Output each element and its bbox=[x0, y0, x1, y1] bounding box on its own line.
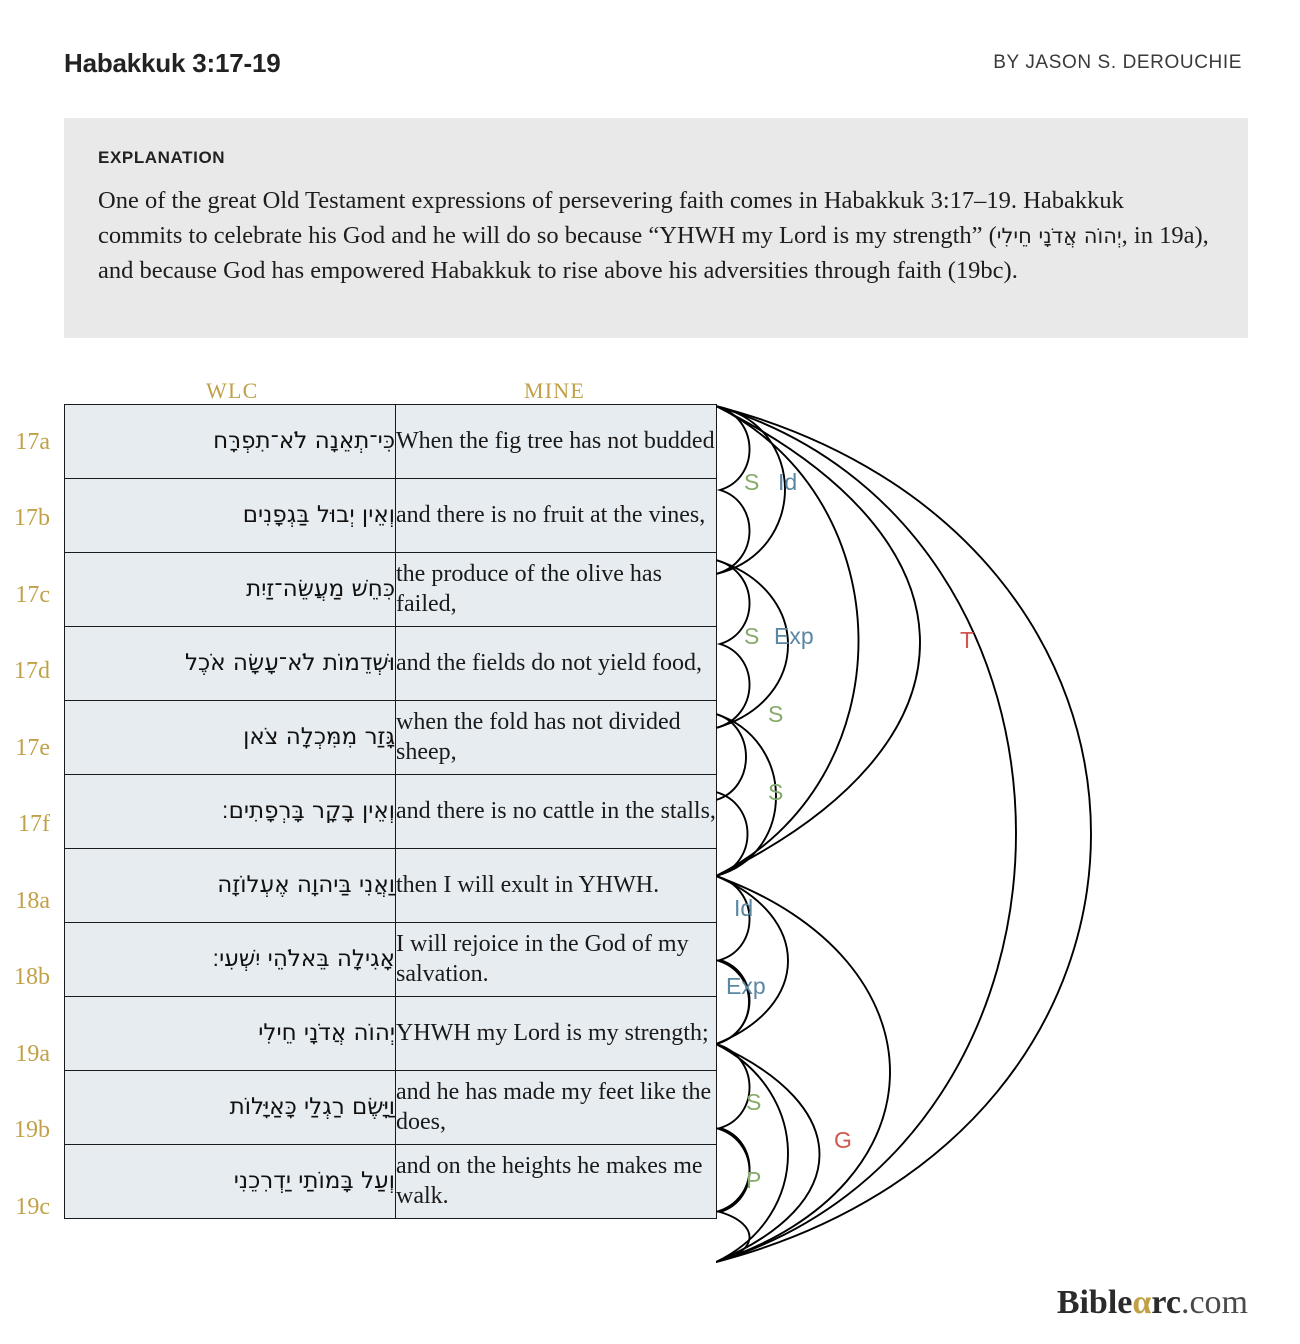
explanation-heading: EXPLANATION bbox=[98, 148, 226, 167]
arc-relation-label-s-17de: S bbox=[768, 701, 784, 727]
table-row bbox=[65, 775, 717, 849]
hebrew-text-cell: אָגִילָה בֵּאלֹהֵי יִשְׁעִי׃ bbox=[65, 923, 396, 997]
hebrew-text-cell: וּשְׁדֵמוֹת לֹא־עָשָׂה אֹכֶל bbox=[65, 627, 396, 701]
verse-reference-label: 17d bbox=[14, 658, 50, 685]
verse-reference-label: 19c bbox=[15, 1193, 50, 1220]
arc-label-group bbox=[726, 469, 974, 1193]
verse-table bbox=[64, 404, 717, 1219]
hebrew-text-cell: וַאֲנִי בַּיהוָה אֶעְלוֹזָה bbox=[65, 849, 396, 923]
english-translation-cell: When the fig tree has not budded bbox=[396, 405, 717, 479]
english-translation-cell: when the fold has not divided sheep, bbox=[396, 701, 717, 775]
explanation-hebrew-phrase: יְהוֹה אֲדֹנָי חֵילִי bbox=[996, 223, 1122, 248]
hebrew-text-cell: גָּזַר מִמִּכְלָה צֹאן bbox=[65, 701, 396, 775]
english-translation-cell: and the fields do not yield food, bbox=[396, 627, 717, 701]
hebrew-text-cell: כִּי־תְאֵנָה לֹא־תִפְרָּח bbox=[65, 405, 396, 479]
author-byline: BY JASON S. DEROUCHIE bbox=[993, 52, 1242, 73]
arc-relation-label-s-19ab: S bbox=[746, 1089, 762, 1115]
verse-reference-label: 17e bbox=[15, 734, 50, 761]
english-translation-cell: I will rejoice in the God of my salvation. bbox=[396, 923, 717, 997]
english-translation-cell: then I will exult in YHWH. bbox=[396, 849, 717, 923]
english-translation-cell: and there is no fruit at the vines, bbox=[396, 479, 717, 553]
english-translation-cell: and on the heights he makes me walk. bbox=[396, 1145, 717, 1219]
english-translation-cell: YHWH my Lord is my strength; bbox=[396, 997, 717, 1071]
hebrew-text-cell: וַיָּשֶׂם רַגְלַי כָּאַיָּלוֹת bbox=[65, 1071, 396, 1145]
arc-relation-label-id-17af: Id bbox=[778, 469, 798, 495]
hebrew-text-cell: וְעַל בָּמוֹתַי יַדְרִכֵנִי bbox=[65, 1145, 396, 1219]
hebrew-text-cell: וְאֵין בָקָר בָּרְפָתִים׃ bbox=[65, 775, 396, 849]
arc-diagram-svg bbox=[716, 404, 1276, 1264]
table-row bbox=[65, 405, 717, 479]
arc-brackets bbox=[716, 406, 1091, 1262]
column-heading-wlc: WLC bbox=[206, 378, 259, 403]
logo-text-tld: .com bbox=[1180, 1284, 1248, 1321]
table-row bbox=[65, 479, 717, 553]
verse-reference-label: 17c bbox=[15, 581, 50, 608]
column-heading-mine: MINE bbox=[524, 378, 586, 403]
arc-relation-label-p-19bc: P bbox=[746, 1167, 762, 1193]
arc-g-19-group bbox=[716, 1044, 788, 1262]
verse-reference-label: 19b bbox=[14, 1117, 50, 1144]
arc-g-19-outer bbox=[716, 1044, 820, 1262]
table-row bbox=[65, 997, 717, 1071]
table-row bbox=[65, 923, 717, 997]
table-row bbox=[65, 627, 717, 701]
english-translation-cell: and he has made my feet like the does, bbox=[396, 1071, 717, 1145]
page-title: Habakkuk 3:17-19 bbox=[64, 48, 281, 78]
table-row bbox=[65, 1071, 717, 1145]
table-row bbox=[65, 1145, 717, 1219]
verse-table-body bbox=[65, 405, 717, 1219]
arc-relation-label-s-17ab: S bbox=[744, 469, 760, 495]
english-translation-cell: the produce of the olive has failed, bbox=[396, 553, 717, 627]
arc-relation-label-g-19abc: G bbox=[834, 1127, 852, 1153]
hebrew-text-cell: יְהוֹה אֲדֹנָי חֵילִי bbox=[65, 997, 396, 1071]
explanation-text-part1: One of the great Old Testament expressions of persevering faith comes in Habakkuk 3:17–19. Habakkuk commits to celebrate his God and he will do so because “YHWH my Lord is my strength” ( bbox=[98, 187, 1124, 249]
logo-text-rc: rc bbox=[1151, 1284, 1181, 1321]
verse-reference-label: 17f bbox=[18, 811, 50, 838]
arc-relation-label-exp-17cf: Exp bbox=[774, 623, 814, 649]
table-row bbox=[65, 553, 717, 627]
english-translation-cell: and there is no cattle in the stalls, bbox=[396, 775, 717, 849]
arc-relation-label-s-17cd: S bbox=[744, 623, 760, 649]
table-row bbox=[65, 701, 717, 775]
arc-t-span bbox=[716, 406, 1016, 1262]
arc-relation-label-s-17ef: S bbox=[768, 779, 784, 805]
hebrew-text-cell: וְאֵין יְבוּל בַּגְפָנִים bbox=[65, 479, 396, 553]
arc-relation-label-t-whole: T bbox=[960, 627, 975, 653]
arc-relation-label-exp-18b: Exp bbox=[726, 973, 766, 999]
arc-19a-19b bbox=[716, 1044, 750, 1212]
explanation-text-part2: , in 19a), and because God has empowered Habakkuk to rise above his adversities through faith (19bc). bbox=[98, 221, 1209, 284]
verse-reference-label: 17a bbox=[15, 428, 50, 455]
arc-diagram bbox=[716, 404, 1276, 1269]
verse-reference-label: 18a bbox=[15, 887, 50, 914]
arc-relation-label-id-18ab: Id bbox=[734, 895, 754, 921]
verse-label-column bbox=[0, 404, 62, 1246]
verse-reference-label: 17b bbox=[14, 505, 50, 532]
arc-18-to-19 bbox=[716, 876, 890, 1262]
explanation-body bbox=[98, 184, 1214, 288]
verse-reference-label: 19a bbox=[15, 1040, 50, 1067]
table-row bbox=[65, 849, 717, 923]
logo-alpha-icon: α bbox=[1132, 1284, 1152, 1321]
hebrew-text-cell: כִּחֵשׁ מַעֲשֵׂה־זַיִת bbox=[65, 553, 396, 627]
explanation-panel bbox=[64, 118, 1248, 338]
biblearc-logo[interactable] bbox=[1057, 1284, 1248, 1322]
verse-reference-label: 18b bbox=[14, 964, 50, 991]
logo-text-bible: Bible bbox=[1056, 1284, 1133, 1321]
